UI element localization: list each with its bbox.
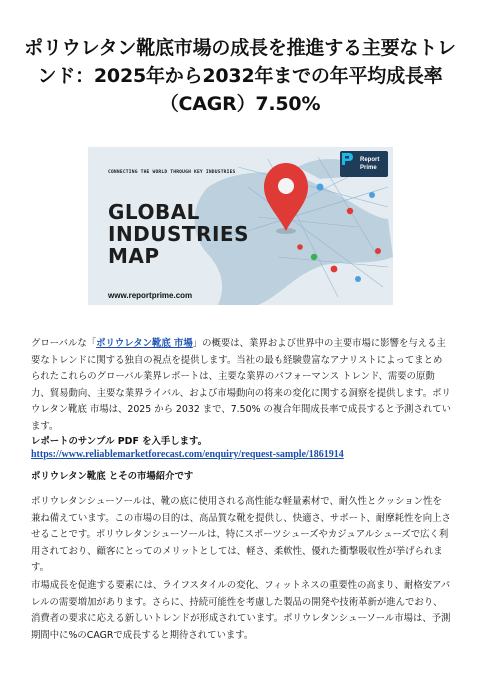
market-growth-paragraph: 市場成長を促進する要素には、ライフスタイルの変化、フィットネスの重要性の高まり、耐格安アパレルの需要増加があります。さらに、持続可能性を考慮した製品の開発や技術革新が進んでおり、消費者の要求に応える新しいトレンドが形成されています。ポリウレタンシューソール市場は、予測期間中に%のCAGRで成長すると期待されています。 [31,580,451,641]
polyurethane-sole-market-link[interactable]: ポリウレタン靴底 市場 [96,338,193,349]
banner-url: www.reportprime.com [108,291,193,300]
intro-paragraph [31,336,451,436]
reportprime-logo-icon [340,151,354,167]
banner-headline-global: GLOBAL [108,200,200,224]
banner-tagline: CONNECTING THE WORLD THROUGH KEY INDUSTRIES [108,170,236,175]
section-heading: ポリウレタン靴底 とその市場紹介です [31,471,194,482]
banner-headline-map: MAP [108,244,160,268]
reportprime-logo-text: Report Prime [360,157,380,171]
intro-text-after-link: 」の概要は、業界および世界中の主要市場に影響を与える主要なトレンドに関する独自の視点を提供します。当社の最も経験豊富なアナリストによってまとめられたこれらのグローバル業界レポートは、主要な業界のパフォーマンス トレンド、需要の原動力、貿易動向、主要な業界ライバル、および市場動向の将来の変化に関する洞察を提供します。ポリウレタン靴底 市場は、2025 から 2032 まで、7.50% の複合年間成長率で成長すると予測されています。 [31,338,451,432]
banner-image [88,147,393,305]
reportprime-logo [340,151,388,177]
sample-pdf-link[interactable]: https://www.reliablemarketforecast.com/enquiry/request-sample/1861914 [31,449,344,460]
page-title: ポリウレタン靴底市場の成長を推進する主要なトレンド：2025年から2032年までの年平均成長率（CAGR）7.50% [24,37,456,115]
sample-pdf-label: レポートのサンプル PDF を入手します。 [31,436,207,447]
market-intro-paragraph: ポリウレタンシューソールは、靴の底に使用される高性能な軽量素材で、耐久性とクッション性を兼ね備えています。この市場の目的は、高品質な靴を提供し、快適さ、サポート、耐摩耗性を向上させることです。ポリウレタンシューソールは、特にスポーツシューズやカジュアルシューズで広く利用されており、顧客にとってのメリットとしては、軽さ、柔軟性、優れた衝撃吸収性が挙げられます。 [31,496,451,574]
intro-text-before-link: グローバルな「 [31,338,97,349]
banner-headline-industries: INDUSTRIES [108,222,249,246]
